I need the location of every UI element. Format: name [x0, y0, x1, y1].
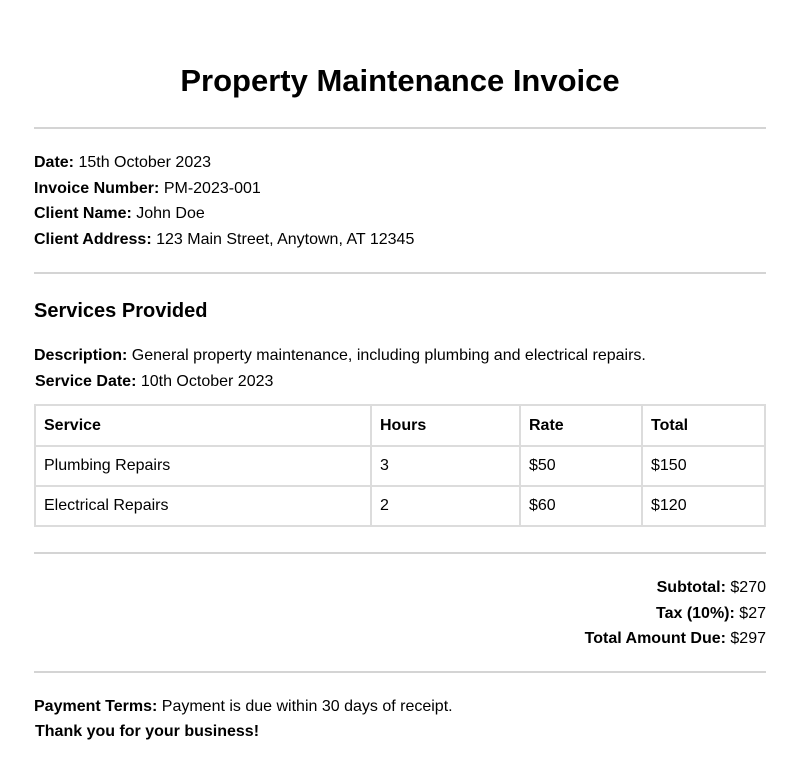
services-heading: Services Provided	[34, 300, 208, 322]
client-name	[34, 204, 205, 224]
service-description-label: Description:	[34, 347, 128, 364]
total-due-label: Total Amount Due:	[584, 630, 726, 647]
tax-line	[656, 604, 766, 624]
service-date-label: Service Date:	[35, 373, 137, 390]
cell-total: $150	[642, 446, 765, 486]
payment-terms-value: Payment is due within 30 days of receipt.	[161, 698, 453, 715]
divider	[34, 127, 766, 129]
cell-total: $120	[642, 486, 765, 526]
cell-rate: $50	[520, 446, 642, 486]
service-description-value: General property maintenance, including plumbing and electrical repairs.	[131, 347, 646, 364]
total-due-value: $297	[730, 630, 766, 647]
client-name-label: Client Name:	[34, 205, 132, 222]
table-header-row	[35, 405, 765, 446]
payment-terms	[34, 697, 453, 717]
thank-you-note: Thank you for your business!	[35, 723, 260, 740]
cell-rate: $60	[520, 486, 642, 526]
divider	[34, 552, 766, 554]
cell-hours: 2	[371, 486, 520, 526]
invoice-number	[34, 179, 261, 199]
column-header-rate: Rate	[520, 405, 642, 446]
service-description	[34, 346, 646, 366]
subtotal-label: Subtotal:	[656, 579, 726, 596]
total-due-line	[585, 629, 766, 649]
cell-hours: 3	[371, 446, 520, 486]
invoice-number-label: Invoice Number:	[34, 180, 160, 197]
invoice-date-label: Date:	[34, 154, 75, 171]
table-row	[35, 486, 765, 526]
client-name-value: John Doe	[136, 205, 205, 222]
invoice-date-value: 15th October 2023	[78, 154, 212, 171]
column-header-total: Total	[642, 405, 765, 446]
invoice-title: Property Maintenance Invoice	[180, 63, 620, 98]
subtotal-line	[657, 578, 766, 598]
divider	[34, 671, 766, 673]
client-address-value: 123 Main Street, Anytown, AT 12345	[156, 231, 415, 248]
column-header-hours: Hours	[371, 405, 520, 446]
table-row	[35, 446, 765, 486]
invoice-number-value: PM-2023-001	[163, 180, 261, 197]
subtotal-value: $270	[730, 579, 766, 596]
cell-service: Electrical Repairs	[35, 486, 371, 526]
cell-service: Plumbing Repairs	[35, 446, 371, 486]
column-header-service: Service	[35, 405, 371, 446]
service-date	[35, 372, 273, 392]
client-address-label: Client Address:	[34, 231, 152, 248]
invoice-date	[34, 153, 211, 173]
payment-terms-label: Payment Terms:	[34, 698, 158, 715]
services-table	[34, 404, 766, 527]
divider	[34, 272, 766, 274]
service-date-value: 10th October 2023	[140, 373, 274, 390]
client-address	[34, 230, 414, 250]
tax-value: $27	[739, 605, 766, 622]
tax-label: Tax (10%):	[656, 605, 735, 622]
